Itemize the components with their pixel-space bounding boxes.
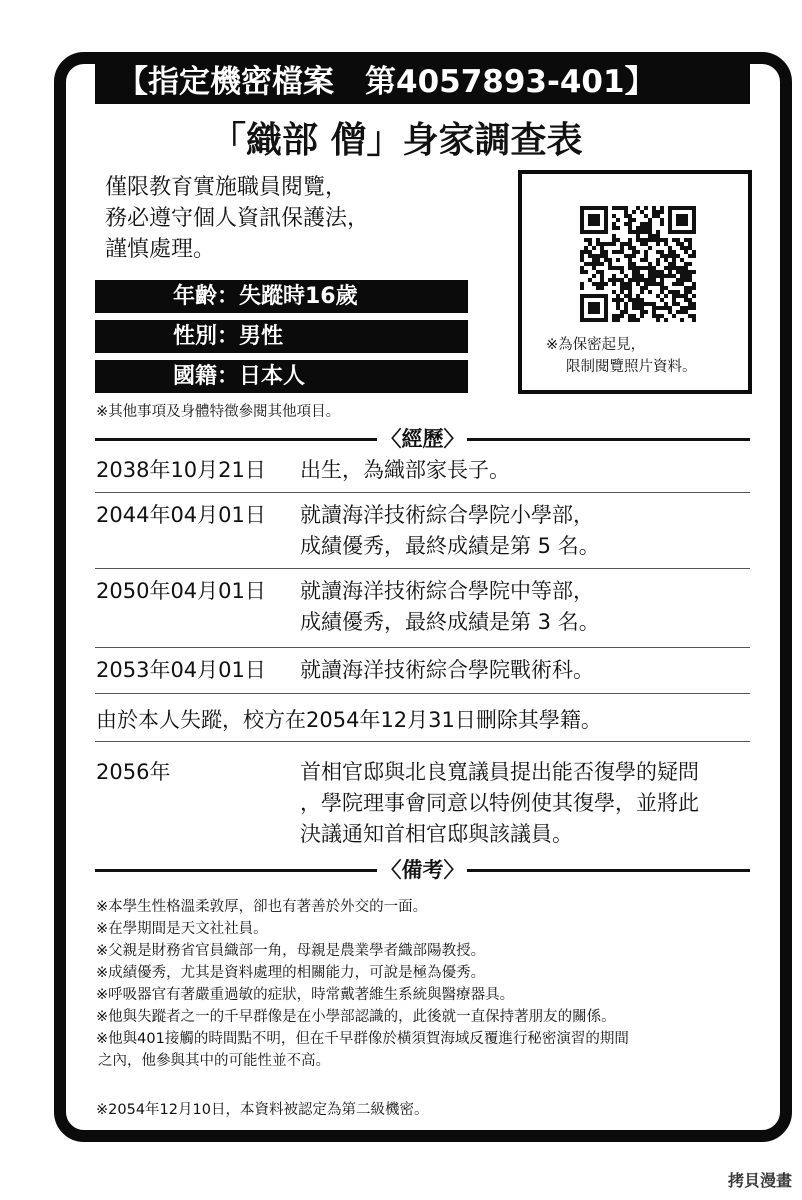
history-heading: 〈經歷〉 xyxy=(380,427,465,451)
remark-item: ※呼吸器官有著嚴重過敏的症狀，時常戴著維生系統與醫療器具。 xyxy=(96,987,515,1003)
qr-caption xyxy=(546,334,697,378)
history-text: 首相官邸與北良寬議員提出能否復學的疑問 xyxy=(300,760,699,784)
divider xyxy=(95,741,750,742)
remarks-heading: 〈備考〉 xyxy=(380,858,465,882)
remark-item: ※他與401接觸的時間點不明，但在千早群像於橫須賀海域反覆進行秘密演習的期間 xyxy=(96,1031,629,1047)
notice-line: 務必遵守個人資訊保護法， xyxy=(105,206,370,231)
history-date: 2038年10月21日 xyxy=(96,458,266,482)
remarks-section-header xyxy=(95,855,750,885)
history-date: 2053年04月01日 xyxy=(96,658,266,682)
remarks-list xyxy=(96,896,629,1072)
notice-line: 謹慎處理。 xyxy=(105,237,216,262)
history-text: 出生，為織部家長子。 xyxy=(300,458,510,482)
gender-field: 性別：男性 xyxy=(95,320,468,353)
history-text: 就讀海洋技術綜合學院中等部， xyxy=(300,579,594,603)
history-section-header xyxy=(95,424,750,454)
history-text: 成績優秀，最終成績是第 5 名。 xyxy=(300,534,600,558)
divider xyxy=(95,693,750,694)
history-text: 決議通知首相官邸與該議員。 xyxy=(300,822,573,846)
classification-note: ※2054年12月10日，本資料被認定為第二級機密。 xyxy=(96,1102,429,1118)
nationality-field: 國籍：日本人 xyxy=(95,360,468,393)
access-notice xyxy=(105,172,369,265)
enrollment-removed-note: 由於本人失蹤，校方在2054年12月31日刪除其學籍。 xyxy=(96,708,602,732)
remark-item: ※成績優秀，尤其是資料處理的相關能力，可說是極為優秀。 xyxy=(96,965,486,981)
divider xyxy=(95,492,750,493)
history-text: 就讀海洋技術綜合學院戰術科。 xyxy=(300,658,594,682)
page-title: 「織部 僧」身家調查表 xyxy=(210,120,583,161)
notice-line: 僅限教育實施職員閱覽， xyxy=(105,175,348,200)
remark-item: 之內，他參與其中的可能性並不高。 xyxy=(98,1053,330,1069)
history-date: 2050年04月01日 xyxy=(96,579,266,603)
qr-caption-line: 限制閱覽照片資料。 xyxy=(566,359,697,375)
age-field: 年齡：失蹤時16歲 xyxy=(95,280,468,313)
profile-note: ※其他事項及身體特徵參閱其他項目。 xyxy=(96,404,341,420)
watermark: 拷貝漫畫 xyxy=(727,1171,792,1190)
history-text: 就讀海洋技術綜合學院小學部， xyxy=(300,503,594,527)
history-text: 成績優秀，最終成績是第 3 名。 xyxy=(300,610,600,634)
history-date: 2044年04月01日 xyxy=(96,503,266,527)
history-text: ，學院理事會同意以特例使其復學，並將此 xyxy=(300,791,699,815)
classified-file-banner: 【指定機密檔案 第4057893-401】 xyxy=(95,60,750,104)
qr-caption-line: ※為保密起見， xyxy=(546,337,646,353)
divider xyxy=(95,647,750,648)
remark-item: ※父親是財務省官員織部一角，母親是農業學者織部陽教授。 xyxy=(96,943,486,959)
photo-qr-box xyxy=(518,170,752,394)
divider xyxy=(95,568,750,569)
remark-item: ※本學生性格溫柔敦厚，卻也有著善於外交的一面。 xyxy=(96,899,428,915)
remark-item: ※他與失蹤者之一的千早群像是在小學部認識的，此後就一直保持著朋友的關係。 xyxy=(96,1009,616,1025)
history-date: 2056年 xyxy=(96,760,171,784)
remark-item: ※在學期間是天文社社員。 xyxy=(96,921,268,937)
qr-code-icon xyxy=(580,206,696,322)
